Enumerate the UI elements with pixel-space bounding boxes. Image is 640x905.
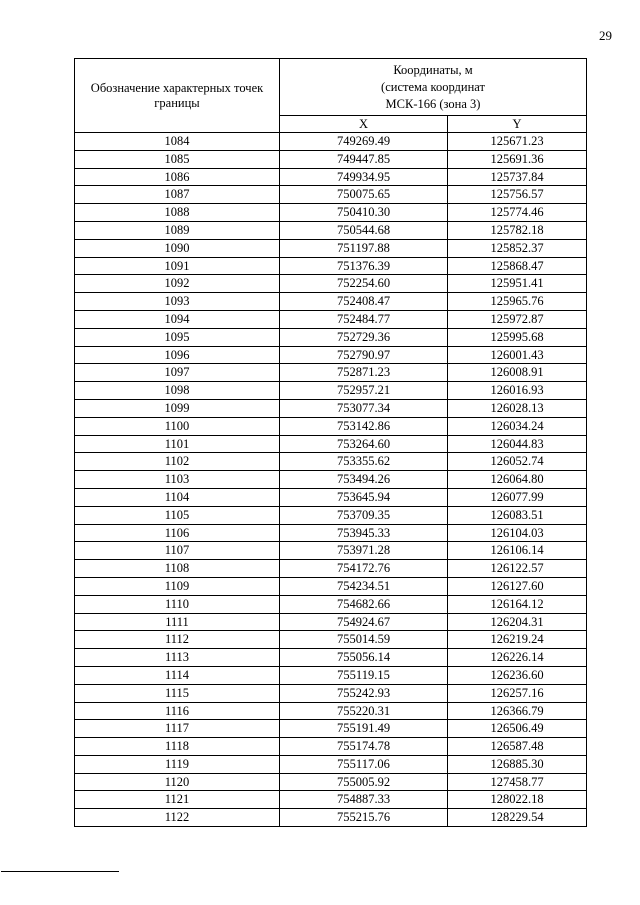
cell-y: 126064.80	[448, 471, 587, 489]
cell-point-id: 1117	[75, 720, 280, 738]
cell-x: 753077.34	[280, 399, 448, 417]
cell-y: 126226.14	[448, 649, 587, 667]
cell-y: 126219.24	[448, 631, 587, 649]
cell-y: 126236.60	[448, 666, 587, 684]
table-row	[75, 613, 587, 631]
cell-x: 755220.31	[280, 702, 448, 720]
cell-point-id: 1122	[75, 809, 280, 827]
footnote-rule	[1, 871, 119, 872]
table-row	[75, 471, 587, 489]
table-row	[75, 506, 587, 524]
table-row	[75, 684, 587, 702]
table-row	[75, 150, 587, 168]
cell-x: 755242.93	[280, 684, 448, 702]
table-row	[75, 275, 587, 293]
table-row	[75, 809, 587, 827]
cell-point-id: 1110	[75, 595, 280, 613]
cell-point-id: 1119	[75, 755, 280, 773]
cell-y: 126104.03	[448, 524, 587, 542]
table-row	[75, 133, 587, 151]
cell-x: 753264.60	[280, 435, 448, 453]
table-row	[75, 631, 587, 649]
cell-point-id: 1098	[75, 382, 280, 400]
cell-point-id: 1085	[75, 150, 280, 168]
table-row	[75, 702, 587, 720]
cell-y: 125737.84	[448, 168, 587, 186]
cell-y: 126106.14	[448, 542, 587, 560]
cell-y: 126001.43	[448, 346, 587, 364]
cell-x: 753945.33	[280, 524, 448, 542]
cell-point-id: 1120	[75, 773, 280, 791]
cell-y: 126034.24	[448, 417, 587, 435]
cell-y: 128022.18	[448, 791, 587, 809]
cell-x: 751197.88	[280, 239, 448, 257]
cell-point-id: 1086	[75, 168, 280, 186]
cell-point-id: 1106	[75, 524, 280, 542]
cell-point-id: 1108	[75, 560, 280, 578]
table-row	[75, 221, 587, 239]
table-row	[75, 239, 587, 257]
cell-point-id: 1118	[75, 738, 280, 756]
cell-x: 754234.51	[280, 577, 448, 595]
cell-x: 755215.76	[280, 809, 448, 827]
cell-x: 751376.39	[280, 257, 448, 275]
cell-y: 126204.31	[448, 613, 587, 631]
cell-point-id: 1116	[75, 702, 280, 720]
cell-x: 755014.59	[280, 631, 448, 649]
cell-x: 752408.47	[280, 293, 448, 311]
table-row	[75, 346, 587, 364]
cell-y: 126052.74	[448, 453, 587, 471]
cell-x: 750410.30	[280, 204, 448, 222]
cell-y: 126077.99	[448, 488, 587, 506]
cell-x: 754887.33	[280, 791, 448, 809]
cell-x: 752484.77	[280, 310, 448, 328]
table-body	[75, 133, 587, 827]
cell-point-id: 1092	[75, 275, 280, 293]
cell-point-id: 1107	[75, 542, 280, 560]
cell-point-id: 1103	[75, 471, 280, 489]
cell-y: 125995.68	[448, 328, 587, 346]
cell-x: 752871.23	[280, 364, 448, 382]
cell-y: 126366.79	[448, 702, 587, 720]
header-x: X	[280, 116, 448, 133]
cell-point-id: 1104	[75, 488, 280, 506]
cell-x: 753494.26	[280, 471, 448, 489]
cell-point-id: 1089	[75, 221, 280, 239]
table-row	[75, 186, 587, 204]
cell-x: 750544.68	[280, 221, 448, 239]
cell-y: 125671.23	[448, 133, 587, 151]
cell-x: 755005.92	[280, 773, 448, 791]
table-row	[75, 577, 587, 595]
cell-point-id: 1100	[75, 417, 280, 435]
cell-point-id: 1112	[75, 631, 280, 649]
page-number: 29	[599, 28, 612, 43]
table-row	[75, 204, 587, 222]
cell-point-id: 1101	[75, 435, 280, 453]
cell-y: 126044.83	[448, 435, 587, 453]
cell-y: 126885.30	[448, 755, 587, 773]
cell-x: 753645.94	[280, 488, 448, 506]
table-row	[75, 435, 587, 453]
coordinates-table	[74, 58, 587, 827]
cell-x: 753355.62	[280, 453, 448, 471]
table-row	[75, 791, 587, 809]
table-row	[75, 524, 587, 542]
cell-y: 126587.48	[448, 738, 587, 756]
cell-point-id: 1121	[75, 791, 280, 809]
cell-point-id: 1097	[75, 364, 280, 382]
cell-x: 752729.36	[280, 328, 448, 346]
cell-x: 753971.28	[280, 542, 448, 560]
cell-x: 755119.15	[280, 666, 448, 684]
table-row	[75, 257, 587, 275]
cell-x: 754924.67	[280, 613, 448, 631]
cell-point-id: 1099	[75, 399, 280, 417]
cell-x: 753709.35	[280, 506, 448, 524]
cell-y: 125951.41	[448, 275, 587, 293]
cell-y: 125756.57	[448, 186, 587, 204]
cell-y: 126028.13	[448, 399, 587, 417]
table-header-row	[75, 59, 587, 116]
cell-x: 752957.21	[280, 382, 448, 400]
cell-point-id: 1102	[75, 453, 280, 471]
cell-point-id: 1091	[75, 257, 280, 275]
cell-y: 126122.57	[448, 560, 587, 578]
header-y: Y	[448, 116, 587, 133]
cell-y: 126127.60	[448, 577, 587, 595]
cell-y: 125965.76	[448, 293, 587, 311]
cell-y: 126164.12	[448, 595, 587, 613]
cell-point-id: 1105	[75, 506, 280, 524]
cell-y: 126083.51	[448, 506, 587, 524]
cell-x: 750075.65	[280, 186, 448, 204]
cell-y: 125691.36	[448, 150, 587, 168]
table-row	[75, 293, 587, 311]
cell-y: 125774.46	[448, 204, 587, 222]
header-coordinates	[280, 59, 587, 116]
table-row	[75, 382, 587, 400]
cell-x: 755056.14	[280, 649, 448, 667]
cell-y: 125852.37	[448, 239, 587, 257]
table-row	[75, 666, 587, 684]
cell-y: 125782.18	[448, 221, 587, 239]
cell-point-id: 1095	[75, 328, 280, 346]
table-row	[75, 453, 587, 471]
cell-point-id: 1111	[75, 613, 280, 631]
cell-y: 128229.54	[448, 809, 587, 827]
table-row	[75, 364, 587, 382]
cell-point-id: 1087	[75, 186, 280, 204]
cell-point-id: 1094	[75, 310, 280, 328]
cell-x: 754682.66	[280, 595, 448, 613]
cell-point-id: 1096	[75, 346, 280, 364]
cell-point-id: 1115	[75, 684, 280, 702]
cell-x: 755117.06	[280, 755, 448, 773]
cell-point-id: 1114	[75, 666, 280, 684]
table-row	[75, 738, 587, 756]
table-row	[75, 755, 587, 773]
cell-x: 754172.76	[280, 560, 448, 578]
table-row	[75, 542, 587, 560]
cell-y: 126257.16	[448, 684, 587, 702]
header-coordinates-line-2: (система координат	[381, 79, 485, 94]
table-row	[75, 488, 587, 506]
cell-x: 749934.95	[280, 168, 448, 186]
cell-x: 749269.49	[280, 133, 448, 151]
table-row	[75, 560, 587, 578]
table-row	[75, 310, 587, 328]
cell-y: 126506.49	[448, 720, 587, 738]
header-coordinates-line-1: Координаты, м	[393, 62, 473, 77]
cell-x: 752254.60	[280, 275, 448, 293]
table-row	[75, 649, 587, 667]
cell-x: 755191.49	[280, 720, 448, 738]
cell-point-id: 1109	[75, 577, 280, 595]
cell-y: 126008.91	[448, 364, 587, 382]
cell-point-id: 1093	[75, 293, 280, 311]
cell-y: 125868.47	[448, 257, 587, 275]
cell-point-id: 1088	[75, 204, 280, 222]
table-row	[75, 168, 587, 186]
header-point-name: Обозначение характерных точек границы	[75, 59, 280, 133]
cell-x: 753142.86	[280, 417, 448, 435]
cell-y: 126016.93	[448, 382, 587, 400]
table-row	[75, 328, 587, 346]
cell-x: 752790.97	[280, 346, 448, 364]
cell-y: 125972.87	[448, 310, 587, 328]
cell-point-id: 1084	[75, 133, 280, 151]
table-row	[75, 773, 587, 791]
cell-x: 749447.85	[280, 150, 448, 168]
cell-y: 127458.77	[448, 773, 587, 791]
header-coordinates-line-3: МСК-166 (зона 3)	[385, 96, 481, 111]
table-row	[75, 417, 587, 435]
cell-x: 755174.78	[280, 738, 448, 756]
table-row	[75, 595, 587, 613]
cell-point-id: 1090	[75, 239, 280, 257]
cell-point-id: 1113	[75, 649, 280, 667]
table-row	[75, 399, 587, 417]
table-row	[75, 720, 587, 738]
